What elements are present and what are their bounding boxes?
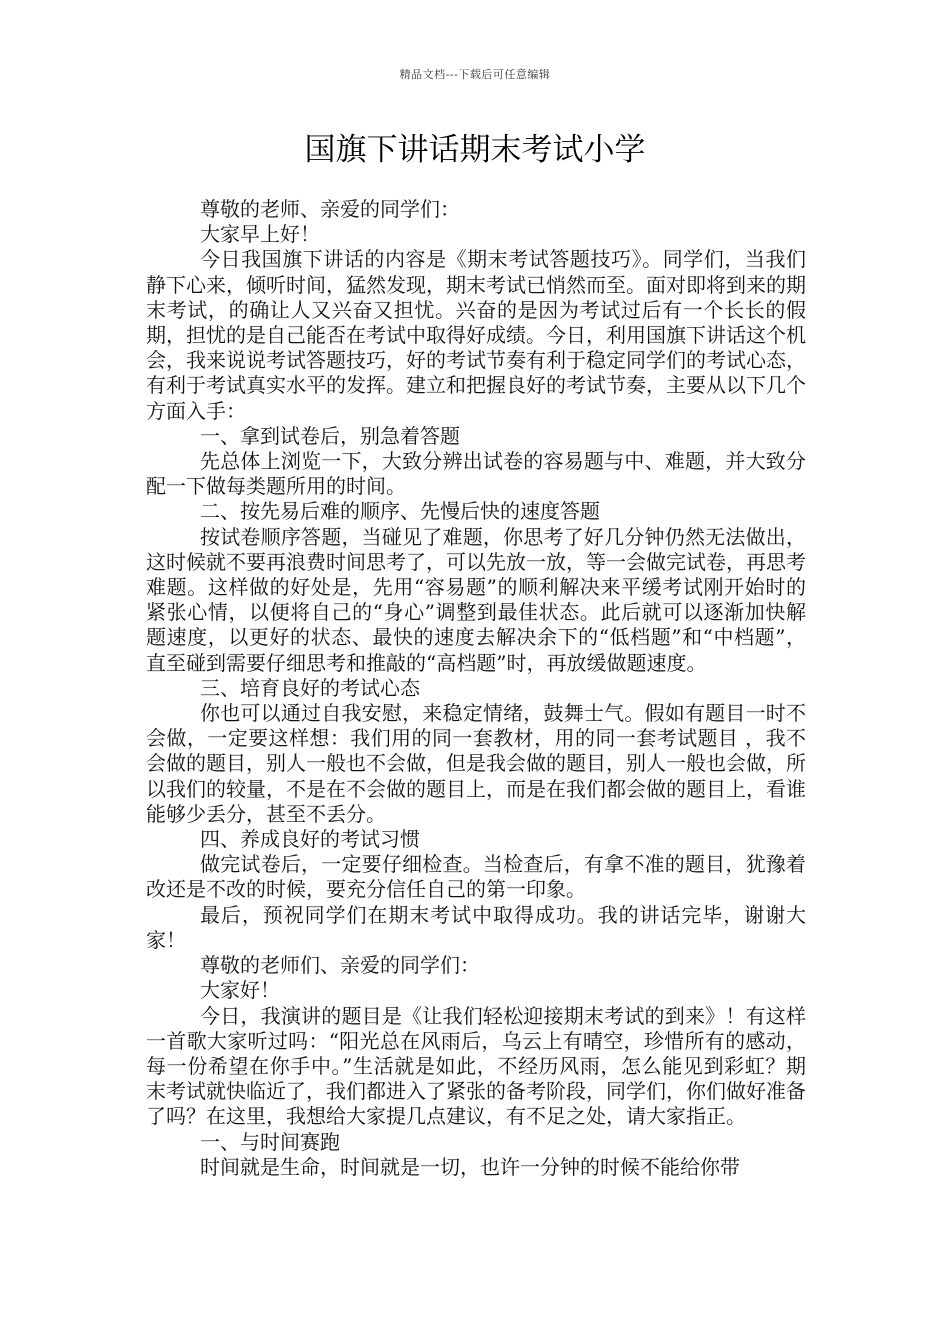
paragraph-greeting-2: 大家好！ xyxy=(200,978,280,1003)
page-header-note: 精品文档---下载后可任意编辑 xyxy=(399,68,551,81)
paragraph-section-2: 按试卷顺序答题，当碰见了难题，你思考了好几分钟仍然无法做出，这时候就不要再浪费时间思考了，可以先放一放，等一会做完试卷，再思考难题。这样做的好处是，先用“容易题”的顺利解决来平缓考试刚开始时的紧张心情，以便将自己的“身心”调整到最佳状态。此后就可以逐渐加快解题速度，以更好的状态、最快的速度去解决余下的“低档题”和“中档题”，直至碰到需要仔细思考和推敲的“高档题”时，再放缓做题速度。 xyxy=(146,524,806,675)
section-heading-1: 一、拿到试卷后，别急着答题 xyxy=(200,423,460,448)
paragraph-closing: 最后，预祝同学们在期末考试中取得成功。我的讲话完毕，谢谢大家！ xyxy=(146,902,806,952)
paragraph-section-4: 做完试卷后，一定要仔细检查。当检查后，有拿不准的题目，犹豫着改还是不改的时候，要充分信任自己的第一印象。 xyxy=(146,852,806,902)
paragraph-intro-2: 今日，我演讲的题目是《让我们轻松迎接期末考试的到来》！有这样一首歌大家听过吗：“阳光总在风雨后，乌云上有晴空，珍惜所有的感动，每一份希望在你手中。”生活就是如此，不经历风雨，怎么能见到彩虹？期末考试就快临近了，我们都进入了紧张的备考阶段，同学们，你们做好准备了吗？在这里，我想给大家提几点建议，有不足之处，请大家指正。 xyxy=(146,1003,806,1129)
document-title: 国旗下讲话期末考试小学 xyxy=(304,132,646,168)
section-heading-4: 四、养成良好的考试习惯 xyxy=(200,827,420,852)
paragraph-salutation: 尊敬的老师、亲爱的同学们： xyxy=(200,197,460,221)
section-heading-2: 二、按先易后难的顺序、先慢后快的速度答题 xyxy=(200,499,600,524)
paragraph-salutation-2: 尊敬的老师们、亲爱的同学们： xyxy=(200,953,480,978)
paragraph-intro: 今日我国旗下讲话的内容是《期末考试答题技巧》。同学们，当我们静下心来，倾听时间，猛然发现，期末考试已悄然而至。面对即将到来的期末考试，的确让人又兴奋又担忧。兴奋的是因为考试过后有一个长长的假期，担忧的是自己能否在考试中取得好成绩。今日，利用国旗下讲话这个机会，我来说说考试答题技巧，好的考试节奏有利于稳定同学们的考试心态，有利于考试真实水平的发挥。建立和把握良好的考试节奏，主要从以下几个方面入手： xyxy=(146,247,806,423)
paragraph-section-1: 先总体上浏览一下，大致分辨出试卷的容易题与中、难题，并大致分配一下做每类题所用的时间。 xyxy=(146,449,806,499)
paragraph-greeting: 大家早上好！ xyxy=(200,222,320,247)
section-heading-2-1: 一、与时间赛跑 xyxy=(200,1129,340,1154)
paragraph-section-2-1: 时间就是生命，时间就是一切，也许一分钟的时候不能给你带 xyxy=(200,1154,740,1179)
paragraph-section-3: 你也可以通过自我安慰，来稳定情绪，鼓舞士气。假如有题目一时不会做，一定要这样想：我们用的同一套教材，用的同一套考试题目 ，我不会做的题目，别人一般也不会做，但是我会做的题目，别人一般也会做，所以我们的较量，不是在不会做的题目上，而是在我们都会做的题目上，看谁能够少丢分，甚至不丢分。 xyxy=(146,701,806,826)
section-heading-3: 三、培育良好的考试心态 xyxy=(200,675,420,700)
document-body xyxy=(146,197,806,1180)
